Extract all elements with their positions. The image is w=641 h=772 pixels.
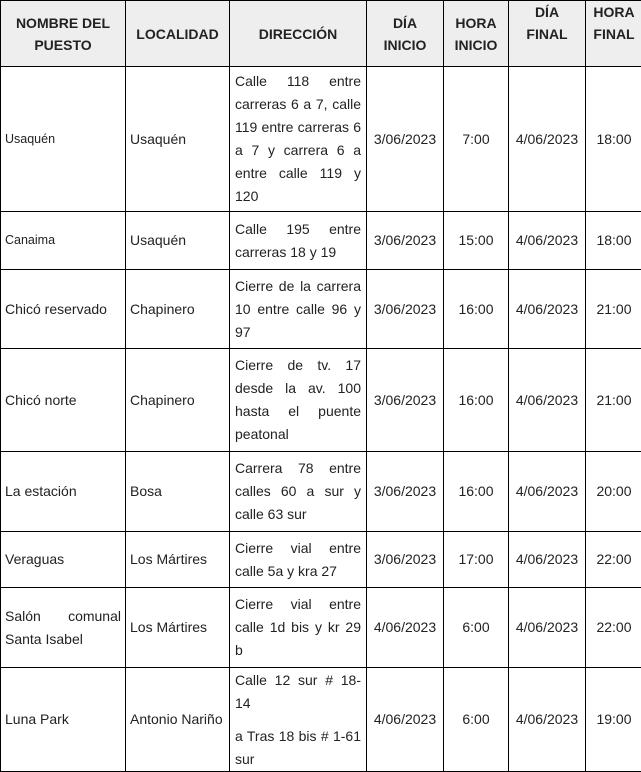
cell-nombre: Veraguas <box>1 532 126 588</box>
cell-hora-inicio: 16:00 <box>444 270 509 349</box>
table-header-row <box>1 1 641 67</box>
cell-dia-final: 4/06/2023 <box>509 452 586 532</box>
direccion-line: Cierre de tv. 17 desde la av. 100 hasta el puente peatonal <box>235 357 361 442</box>
header-hora-inicio: HORA INICIO <box>444 1 509 67</box>
cell-dia-final: 4/06/2023 <box>509 270 586 349</box>
cell-dia-inicio: 3/06/2023 <box>367 212 444 270</box>
cell-localidad: Los Mártires <box>126 588 230 668</box>
table-row <box>1 452 641 532</box>
cell-dia-final: 4/06/2023 <box>509 532 586 588</box>
cell-dia-inicio: 3/06/2023 <box>367 67 444 212</box>
header-hora-final: HORA FINAL <box>586 1 641 67</box>
cell-nombre: Salón comunal Santa Isabel <box>1 588 126 668</box>
header-nombre: NOMBRE DEL PUESTO <box>1 1 126 67</box>
cell-hora-final: 21:00 <box>586 270 641 349</box>
cell-localidad: Chapinero <box>126 349 230 452</box>
cell-dia-final: 4/06/2023 <box>509 349 586 452</box>
cell-direccion <box>230 532 367 588</box>
cell-direccion <box>230 349 367 452</box>
cell-localidad: Antonio Nariño <box>126 668 230 772</box>
cell-dia-inicio: 3/06/2023 <box>367 452 444 532</box>
cell-dia-inicio: 3/06/2023 <box>367 349 444 452</box>
cell-direccion <box>230 452 367 532</box>
cell-hora-final: 22:00 <box>586 532 641 588</box>
cell-dia-final: 4/06/2023 <box>509 588 586 668</box>
cell-hora-final: 18:00 <box>586 212 641 270</box>
cell-direccion <box>230 270 367 349</box>
cell-localidad: Chapinero <box>126 270 230 349</box>
direccion-line: Calle 118 entre carreras 6 a 7, calle 119 entre carreras 6 a 7 y carrera 6 a entre calle 119 y 120 <box>235 73 361 204</box>
direccion-line: Calle 12 sur # 18-14 <box>235 671 361 711</box>
cell-hora-final: 20:00 <box>586 452 641 532</box>
cell-hora-final: 18:00 <box>586 67 641 212</box>
cell-hora-inicio: 15:00 <box>444 212 509 270</box>
cell-hora-inicio: 6:00 <box>444 588 509 668</box>
cell-hora-inicio: 16:00 <box>444 452 509 532</box>
cell-direccion <box>230 588 367 668</box>
direccion-line: Carrera 78 entre calles 60 a sur y calle 63 sur <box>235 460 361 522</box>
cell-nombre: Chicó norte <box>1 349 126 452</box>
cell-dia-final: 4/06/2023 <box>509 67 586 212</box>
cell-localidad: Usaquén <box>126 212 230 270</box>
cell-direccion <box>230 212 367 270</box>
direccion-line: Cierre de la carrera 10 entre calle 96 y 97 <box>235 277 361 340</box>
cell-localidad: Bosa <box>126 452 230 532</box>
header-dia-final: DÍA FINAL <box>509 1 586 67</box>
cell-nombre: La estación <box>1 452 126 532</box>
cell-dia-final: 4/06/2023 <box>509 668 586 772</box>
direccion-line: Calle 195 entre carreras 18 y 19 <box>235 220 361 260</box>
direccion-line: Cierre vial entre calle 1d bis y kr 29 b <box>235 596 361 658</box>
cell-localidad: Los Mártires <box>126 532 230 588</box>
table-row <box>1 349 641 452</box>
header-direccion: DIRECCIÓN <box>230 1 367 67</box>
cell-nombre: Canaima <box>1 212 126 270</box>
cell-hora-final: 21:00 <box>586 349 641 452</box>
cell-nombre: Chicó reservado <box>1 270 126 349</box>
table-row <box>1 532 641 588</box>
cell-dia-inicio: 3/06/2023 <box>367 532 444 588</box>
cell-hora-inicio: 7:00 <box>444 67 509 212</box>
cell-direccion <box>230 67 367 212</box>
cell-hora-inicio: 17:00 <box>444 532 509 588</box>
direccion-line: a Tras 18 bis # 1-61 sur <box>235 727 361 767</box>
table-row <box>1 270 641 349</box>
cell-hora-final: 19:00 <box>586 668 641 772</box>
direccion-line: Cierre vial entre calle 5a y kra 27 <box>235 539 361 579</box>
table-row <box>1 588 641 668</box>
table-row <box>1 212 641 270</box>
cell-localidad: Usaquén <box>126 67 230 212</box>
table-row <box>1 668 641 772</box>
cell-hora-final: 22:00 <box>586 588 641 668</box>
cell-direccion <box>230 668 367 772</box>
cell-dia-inicio: 4/06/2023 <box>367 668 444 772</box>
cell-dia-inicio: 3/06/2023 <box>367 270 444 349</box>
header-localidad: LOCALIDAD <box>126 1 230 67</box>
cell-nombre: Luna Park <box>1 668 126 772</box>
cell-dia-final: 4/06/2023 <box>509 212 586 270</box>
table-row <box>1 67 641 212</box>
header-dia-inicio: DÍA INICIO <box>367 1 444 67</box>
cell-hora-inicio: 6:00 <box>444 668 509 772</box>
cell-hora-inicio: 16:00 <box>444 349 509 452</box>
cell-nombre: Usaquén <box>1 67 126 212</box>
cell-dia-inicio: 4/06/2023 <box>367 588 444 668</box>
